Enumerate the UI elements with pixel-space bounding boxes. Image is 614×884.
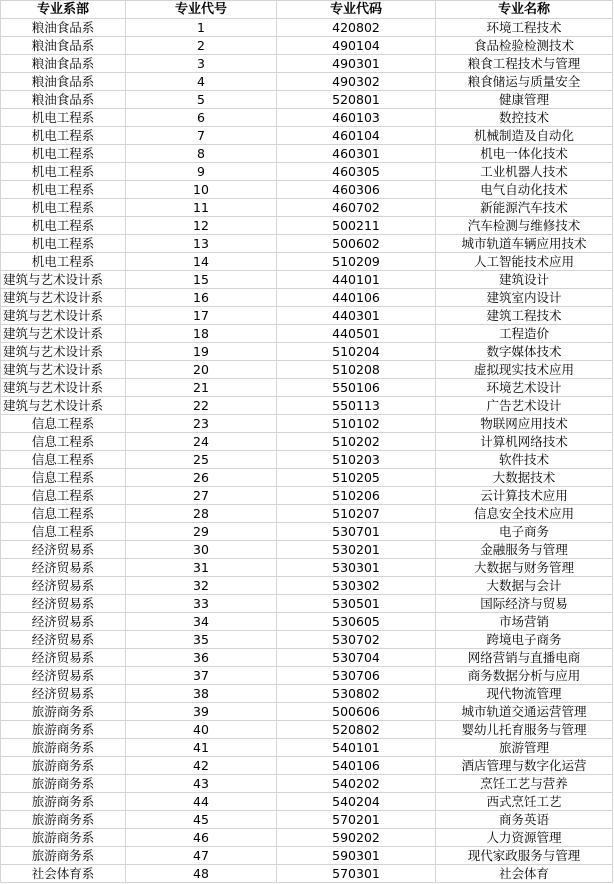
- table-row: [1, 253, 613, 271]
- cell-department: 机电工程系: [1, 145, 126, 163]
- cell-major-code: 440106: [277, 289, 436, 307]
- cell-major-code: 530301: [277, 559, 436, 577]
- cell-department: 旅游商务系: [1, 847, 126, 865]
- cell-major-name: 软件技术: [436, 451, 613, 469]
- cell-major-code: 540202: [277, 775, 436, 793]
- cell-major-code: 540106: [277, 757, 436, 775]
- cell-major-number: 3: [126, 55, 277, 73]
- cell-major-code: 510204: [277, 343, 436, 361]
- cell-major-name: 大数据与会计: [436, 577, 613, 595]
- cell-major-name: 工业机器人技术: [436, 163, 613, 181]
- cell-department: 经济贸易系: [1, 685, 126, 703]
- header-department: 专业系部: [1, 1, 126, 19]
- cell-department: 旅游商务系: [1, 811, 126, 829]
- table-row: [1, 289, 613, 307]
- cell-department: 经济贸易系: [1, 649, 126, 667]
- cell-major-code: 510206: [277, 487, 436, 505]
- cell-major-code: 420802: [277, 19, 436, 37]
- cell-department: 旅游商务系: [1, 829, 126, 847]
- cell-major-code: 590301: [277, 847, 436, 865]
- table-row: [1, 667, 613, 685]
- cell-major-number: 25: [126, 451, 277, 469]
- table-row: [1, 73, 613, 91]
- cell-major-code: 540101: [277, 739, 436, 757]
- cell-major-code: 530501: [277, 595, 436, 613]
- cell-major-code: 520801: [277, 91, 436, 109]
- cell-major-code: 500606: [277, 703, 436, 721]
- cell-major-name: 云计算技术应用: [436, 487, 613, 505]
- cell-major-code: 570301: [277, 865, 436, 883]
- cell-department: 旅游商务系: [1, 721, 126, 739]
- cell-major-name: 环境工程技术: [436, 19, 613, 37]
- table-row: [1, 127, 613, 145]
- table-row: [1, 469, 613, 487]
- table-row: [1, 325, 613, 343]
- table-row: [1, 487, 613, 505]
- cell-major-code: 510209: [277, 253, 436, 271]
- cell-department: 经济贸易系: [1, 559, 126, 577]
- cell-major-number: 18: [126, 325, 277, 343]
- cell-department: 社会体育系: [1, 865, 126, 883]
- table-row: [1, 811, 613, 829]
- cell-department: 机电工程系: [1, 127, 126, 145]
- cell-major-code: 510207: [277, 505, 436, 523]
- cell-major-code: 550113: [277, 397, 436, 415]
- cell-department: 经济贸易系: [1, 667, 126, 685]
- cell-department: 经济贸易系: [1, 613, 126, 631]
- table-row: [1, 163, 613, 181]
- cell-major-number: 20: [126, 361, 277, 379]
- cell-major-name: 现代物流管理: [436, 685, 613, 703]
- cell-department: 经济贸易系: [1, 631, 126, 649]
- table-row: [1, 523, 613, 541]
- cell-department: 机电工程系: [1, 109, 126, 127]
- cell-major-name: 网络营销与直播电商: [436, 649, 613, 667]
- cell-department: 建筑与艺术设计系: [1, 397, 126, 415]
- cell-major-code: 440301: [277, 307, 436, 325]
- table-row: [1, 613, 613, 631]
- cell-major-number: 26: [126, 469, 277, 487]
- cell-major-name: 环境艺术设计: [436, 379, 613, 397]
- cell-major-code: 510102: [277, 415, 436, 433]
- cell-major-code: 440101: [277, 271, 436, 289]
- cell-department: 粮油食品系: [1, 91, 126, 109]
- cell-department: 建筑与艺术设计系: [1, 343, 126, 361]
- cell-major-name: 建筑设计: [436, 271, 613, 289]
- cell-department: 建筑与艺术设计系: [1, 271, 126, 289]
- cell-department: 信息工程系: [1, 505, 126, 523]
- cell-major-name: 婴幼儿托育服务与管理: [436, 721, 613, 739]
- cell-major-number: 46: [126, 829, 277, 847]
- cell-major-code: 520802: [277, 721, 436, 739]
- cell-department: 旅游商务系: [1, 703, 126, 721]
- table-row: [1, 721, 613, 739]
- cell-major-number: 34: [126, 613, 277, 631]
- table-row: [1, 433, 613, 451]
- cell-major-number: 43: [126, 775, 277, 793]
- table-row: [1, 631, 613, 649]
- cell-major-name: 食品检验检测技术: [436, 37, 613, 55]
- cell-major-number: 21: [126, 379, 277, 397]
- table-row: [1, 19, 613, 37]
- cell-major-name: 大数据与财务管理: [436, 559, 613, 577]
- cell-major-number: 14: [126, 253, 277, 271]
- cell-major-name: 健康管理: [436, 91, 613, 109]
- cell-department: 粮油食品系: [1, 55, 126, 73]
- cell-major-number: 13: [126, 235, 277, 253]
- cell-major-number: 16: [126, 289, 277, 307]
- table-row: [1, 541, 613, 559]
- cell-major-number: 17: [126, 307, 277, 325]
- table-row: [1, 703, 613, 721]
- cell-department: 信息工程系: [1, 469, 126, 487]
- table-row: [1, 505, 613, 523]
- cell-major-code: 530605: [277, 613, 436, 631]
- cell-department: 经济贸易系: [1, 577, 126, 595]
- cell-department: 信息工程系: [1, 523, 126, 541]
- table-row: [1, 379, 613, 397]
- cell-major-name: 现代家政服务与管理: [436, 847, 613, 865]
- table-row: [1, 451, 613, 469]
- table-row: [1, 595, 613, 613]
- cell-major-name: 城市轨道交通运营管理: [436, 703, 613, 721]
- cell-major-name: 电子商务: [436, 523, 613, 541]
- cell-major-name: 西式烹饪工艺: [436, 793, 613, 811]
- cell-major-number: 48: [126, 865, 277, 883]
- header-row: [1, 1, 613, 19]
- cell-major-number: 27: [126, 487, 277, 505]
- cell-major-name: 跨境电子商务: [436, 631, 613, 649]
- cell-department: 旅游商务系: [1, 757, 126, 775]
- cell-major-number: 24: [126, 433, 277, 451]
- table-row: [1, 739, 613, 757]
- cell-department: 建筑与艺术设计系: [1, 361, 126, 379]
- cell-department: 建筑与艺术设计系: [1, 307, 126, 325]
- cell-major-code: 490302: [277, 73, 436, 91]
- table-header: [1, 1, 613, 19]
- cell-major-name: 数控技术: [436, 109, 613, 127]
- cell-major-number: 32: [126, 577, 277, 595]
- cell-department: 经济贸易系: [1, 595, 126, 613]
- cell-department: 信息工程系: [1, 487, 126, 505]
- table-row: [1, 217, 613, 235]
- cell-major-code: 590202: [277, 829, 436, 847]
- header-major-code: 专业代码: [277, 1, 436, 19]
- cell-major-name: 建筑室内设计: [436, 289, 613, 307]
- cell-major-number: 2: [126, 37, 277, 55]
- cell-major-name: 烹饪工艺与营养: [436, 775, 613, 793]
- cell-major-name: 汽车检测与维修技术: [436, 217, 613, 235]
- cell-major-name: 工程造价: [436, 325, 613, 343]
- cell-major-code: 510203: [277, 451, 436, 469]
- cell-major-number: 44: [126, 793, 277, 811]
- cell-major-number: 10: [126, 181, 277, 199]
- cell-major-name: 城市轨道车辆应用技术: [436, 235, 613, 253]
- cell-major-number: 15: [126, 271, 277, 289]
- table-row: [1, 109, 613, 127]
- cell-major-number: 28: [126, 505, 277, 523]
- cell-department: 机电工程系: [1, 217, 126, 235]
- cell-department: 机电工程系: [1, 199, 126, 217]
- cell-major-number: 19: [126, 343, 277, 361]
- cell-major-name: 电气自动化技术: [436, 181, 613, 199]
- cell-major-code: 440501: [277, 325, 436, 343]
- cell-major-number: 37: [126, 667, 277, 685]
- cell-major-name: 新能源汽车技术: [436, 199, 613, 217]
- cell-major-number: 31: [126, 559, 277, 577]
- cell-major-code: 530302: [277, 577, 436, 595]
- table-row: [1, 559, 613, 577]
- cell-major-name: 粮食储运与质量安全: [436, 73, 613, 91]
- cell-major-number: 1: [126, 19, 277, 37]
- cell-major-code: 570201: [277, 811, 436, 829]
- cell-major-name: 数字媒体技术: [436, 343, 613, 361]
- table-row: [1, 55, 613, 73]
- cell-major-name: 社会体育: [436, 865, 613, 883]
- cell-department: 建筑与艺术设计系: [1, 289, 126, 307]
- cell-major-code: 510202: [277, 433, 436, 451]
- table-row: [1, 271, 613, 289]
- cell-department: 经济贸易系: [1, 541, 126, 559]
- cell-major-name: 酒店管理与数字化运营: [436, 757, 613, 775]
- cell-department: 旅游商务系: [1, 775, 126, 793]
- table-row: [1, 37, 613, 55]
- cell-department: 机电工程系: [1, 253, 126, 271]
- cell-major-number: 36: [126, 649, 277, 667]
- cell-major-name: 广告艺术设计: [436, 397, 613, 415]
- table-row: [1, 415, 613, 433]
- cell-major-number: 7: [126, 127, 277, 145]
- cell-major-code: 530706: [277, 667, 436, 685]
- cell-major-code: 510208: [277, 361, 436, 379]
- cell-department: 粮油食品系: [1, 19, 126, 37]
- table-body: [1, 19, 613, 883]
- table-row: [1, 847, 613, 865]
- cell-major-name: 人工智能技术应用: [436, 253, 613, 271]
- cell-major-name: 国际经济与贸易: [436, 595, 613, 613]
- cell-major-name: 大数据技术: [436, 469, 613, 487]
- table-row: [1, 865, 613, 883]
- cell-major-name: 虚拟现实技术应用: [436, 361, 613, 379]
- cell-major-number: 5: [126, 91, 277, 109]
- cell-major-code: 530704: [277, 649, 436, 667]
- cell-major-name: 商务数据分析与应用: [436, 667, 613, 685]
- cell-major-code: 460305: [277, 163, 436, 181]
- cell-department: 机电工程系: [1, 181, 126, 199]
- header-major-name: 专业名称: [436, 1, 613, 19]
- cell-major-code: 460104: [277, 127, 436, 145]
- cell-major-number: 23: [126, 415, 277, 433]
- cell-major-code: 460103: [277, 109, 436, 127]
- cell-major-number: 35: [126, 631, 277, 649]
- table-row: [1, 397, 613, 415]
- cell-major-number: 6: [126, 109, 277, 127]
- cell-department: 粮油食品系: [1, 37, 126, 55]
- cell-major-code: 530702: [277, 631, 436, 649]
- cell-major-number: 40: [126, 721, 277, 739]
- cell-major-code: 460702: [277, 199, 436, 217]
- cell-major-code: 460301: [277, 145, 436, 163]
- cell-major-code: 510205: [277, 469, 436, 487]
- cell-department: 旅游商务系: [1, 793, 126, 811]
- cell-major-number: 47: [126, 847, 277, 865]
- cell-major-number: 41: [126, 739, 277, 757]
- cell-major-code: 530201: [277, 541, 436, 559]
- table-row: [1, 757, 613, 775]
- cell-major-name: 旅游管理: [436, 739, 613, 757]
- cell-major-code: 490104: [277, 37, 436, 55]
- table-row: [1, 343, 613, 361]
- cell-major-number: 30: [126, 541, 277, 559]
- table-row: [1, 577, 613, 595]
- cell-department: 信息工程系: [1, 415, 126, 433]
- cell-department: 机电工程系: [1, 235, 126, 253]
- cell-major-code: 530701: [277, 523, 436, 541]
- cell-major-name: 金融服务与管理: [436, 541, 613, 559]
- table-row: [1, 649, 613, 667]
- cell-department: 旅游商务系: [1, 739, 126, 757]
- cell-major-code: 500602: [277, 235, 436, 253]
- cell-major-name: 计算机网络技术: [436, 433, 613, 451]
- table-row: [1, 91, 613, 109]
- cell-major-number: 33: [126, 595, 277, 613]
- cell-major-code: 530802: [277, 685, 436, 703]
- table-row: [1, 775, 613, 793]
- cell-department: 建筑与艺术设计系: [1, 379, 126, 397]
- cell-department: 机电工程系: [1, 163, 126, 181]
- cell-major-name: 物联网应用技术: [436, 415, 613, 433]
- cell-major-number: 38: [126, 685, 277, 703]
- table-row: [1, 181, 613, 199]
- cell-major-number: 42: [126, 757, 277, 775]
- cell-major-name: 粮食工程技术与管理: [436, 55, 613, 73]
- cell-major-code: 550106: [277, 379, 436, 397]
- cell-department: 信息工程系: [1, 433, 126, 451]
- table-row: [1, 235, 613, 253]
- cell-department: 建筑与艺术设计系: [1, 325, 126, 343]
- cell-department: 信息工程系: [1, 451, 126, 469]
- cell-major-number: 4: [126, 73, 277, 91]
- cell-major-name: 机械制造及自动化: [436, 127, 613, 145]
- table-row: [1, 199, 613, 217]
- cell-major-number: 8: [126, 145, 277, 163]
- table-row: [1, 361, 613, 379]
- cell-major-name: 商务英语: [436, 811, 613, 829]
- cell-major-name: 市场营销: [436, 613, 613, 631]
- cell-major-code: 500211: [277, 217, 436, 235]
- table-row: [1, 829, 613, 847]
- table-row: [1, 685, 613, 703]
- cell-major-number: 22: [126, 397, 277, 415]
- cell-major-name: 机电一体化技术: [436, 145, 613, 163]
- cell-major-name: 人力资源管理: [436, 829, 613, 847]
- cell-major-number: 39: [126, 703, 277, 721]
- cell-major-name: 建筑工程技术: [436, 307, 613, 325]
- cell-department: 粮油食品系: [1, 73, 126, 91]
- cell-major-number: 29: [126, 523, 277, 541]
- table-row: [1, 145, 613, 163]
- table-row: [1, 793, 613, 811]
- table-row: [1, 307, 613, 325]
- cell-major-name: 信息安全技术应用: [436, 505, 613, 523]
- cell-major-number: 45: [126, 811, 277, 829]
- cell-major-number: 12: [126, 217, 277, 235]
- cell-major-code: 540204: [277, 793, 436, 811]
- cell-major-number: 11: [126, 199, 277, 217]
- cell-major-number: 9: [126, 163, 277, 181]
- cell-major-code: 490301: [277, 55, 436, 73]
- header-major-number: 专业代号: [126, 1, 277, 19]
- cell-major-code: 460306: [277, 181, 436, 199]
